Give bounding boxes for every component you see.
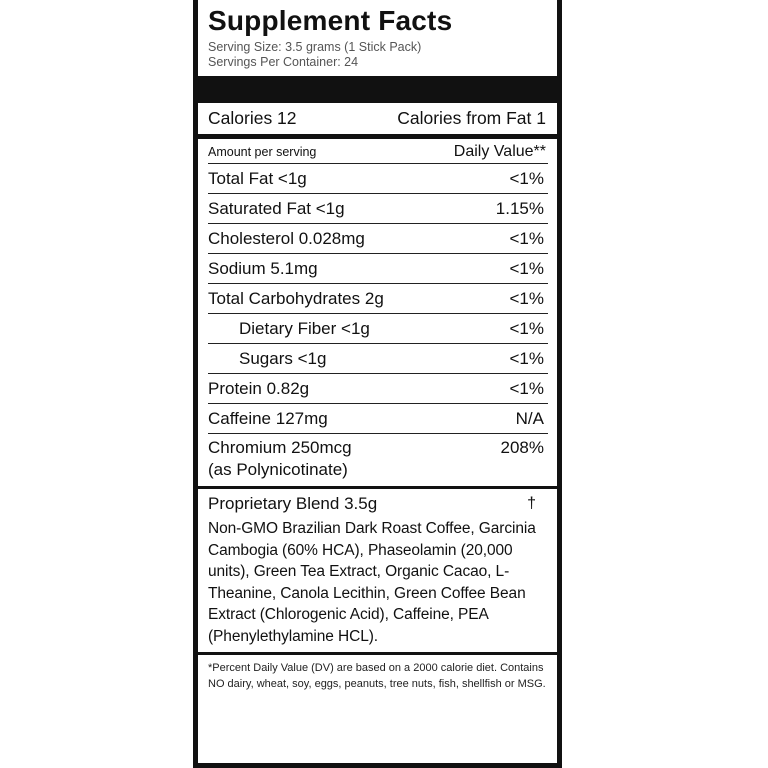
servings-per-container: Servings Per Container: 24 bbox=[208, 55, 359, 69]
nutrient-name: Cholesterol 0.028mg bbox=[208, 228, 365, 248]
nutrient-dv: 208% bbox=[500, 438, 544, 457]
nutrient-name: Total Carbohydrates 2g bbox=[208, 288, 384, 308]
nutrient-dv: <1% bbox=[509, 318, 544, 338]
nutrient-dv: 1.15% bbox=[495, 198, 544, 218]
thick-divider bbox=[198, 76, 557, 103]
nutrient-row bbox=[208, 373, 548, 403]
nutrient-row bbox=[208, 193, 548, 223]
thick-divider bbox=[198, 652, 557, 655]
nutrient-dv: <1% bbox=[509, 288, 544, 308]
nutrient-name: Dietary Fiber <1g bbox=[239, 318, 370, 338]
nutrient-name: Total Fat <1g bbox=[208, 168, 307, 188]
nutrient-name-line2: (as Polynicotinate) bbox=[208, 460, 348, 479]
nutrient-name-line1: Chromium 250mcg bbox=[208, 438, 352, 457]
nutrient-name: Saturated Fat <1g bbox=[208, 198, 345, 218]
nutrient-dv: <1% bbox=[509, 378, 544, 398]
nutrient-dv: <1% bbox=[509, 348, 544, 368]
nutrient-row bbox=[208, 223, 548, 253]
ingredients-list: Non-GMO Brazilian Dark Roast Coffee, Garcinia Cambogia (60% HCA), Phaseolamin (20,000 units), Green Tea Extract, Organic Cacao, L-Theanine, Canola Lecithin, Green Coffee Bean Extract (Chlorogenic Acid), Caffeine, PEA (Phenylethylamine HCL). bbox=[208, 520, 536, 645]
nutrient-name: Protein 0.82g bbox=[208, 378, 310, 398]
amount-header-row bbox=[208, 143, 548, 163]
nutrient-name: Sodium 5.1mg bbox=[208, 258, 318, 278]
nutrient-row bbox=[208, 433, 548, 481]
bottom-border bbox=[193, 763, 562, 768]
calories-row bbox=[208, 107, 548, 129]
nutrient-row-sub bbox=[208, 313, 548, 343]
nutrient-row bbox=[208, 403, 548, 433]
serving-size: Serving Size: 3.5 grams (1 Stick Pack) bbox=[208, 40, 422, 54]
amount-per-serving: Amount per serving bbox=[208, 145, 317, 159]
dagger-symbol: † bbox=[527, 495, 536, 512]
nutrient-dv: N/A bbox=[515, 408, 544, 428]
nutrient-row bbox=[208, 253, 548, 283]
nutrient-row bbox=[208, 163, 548, 193]
panel-title: Supplement Facts bbox=[208, 5, 453, 36]
nutrient-name: Caffeine 127mg bbox=[208, 408, 328, 428]
proprietary-blend: Proprietary Blend 3.5g bbox=[208, 494, 378, 513]
nutrient-dv: <1% bbox=[509, 258, 544, 278]
calories-from-fat: Calories from Fat 1 bbox=[397, 108, 546, 128]
nutrient-dv: <1% bbox=[509, 228, 544, 248]
daily-value-header: Daily Value** bbox=[453, 143, 546, 160]
thick-divider bbox=[198, 486, 557, 489]
nutrient-name: Sugars <1g bbox=[239, 348, 327, 368]
proprietary-blend-row bbox=[208, 493, 548, 515]
calories: Calories 12 bbox=[208, 108, 297, 128]
nutrient-name bbox=[208, 437, 352, 481]
supplement-facts-panel bbox=[193, 0, 562, 768]
nutrient-row-sub bbox=[208, 343, 548, 373]
nutrient-dv: <1% bbox=[509, 168, 544, 188]
nutrient-row bbox=[208, 283, 548, 313]
footnote: *Percent Daily Value (DV) are based on a 2000 calorie diet. Contains NO dairy, wheat, soy, eggs, peanuts, tree nuts, fish, shellfish or MSG. bbox=[208, 662, 546, 690]
medium-divider bbox=[198, 134, 557, 139]
